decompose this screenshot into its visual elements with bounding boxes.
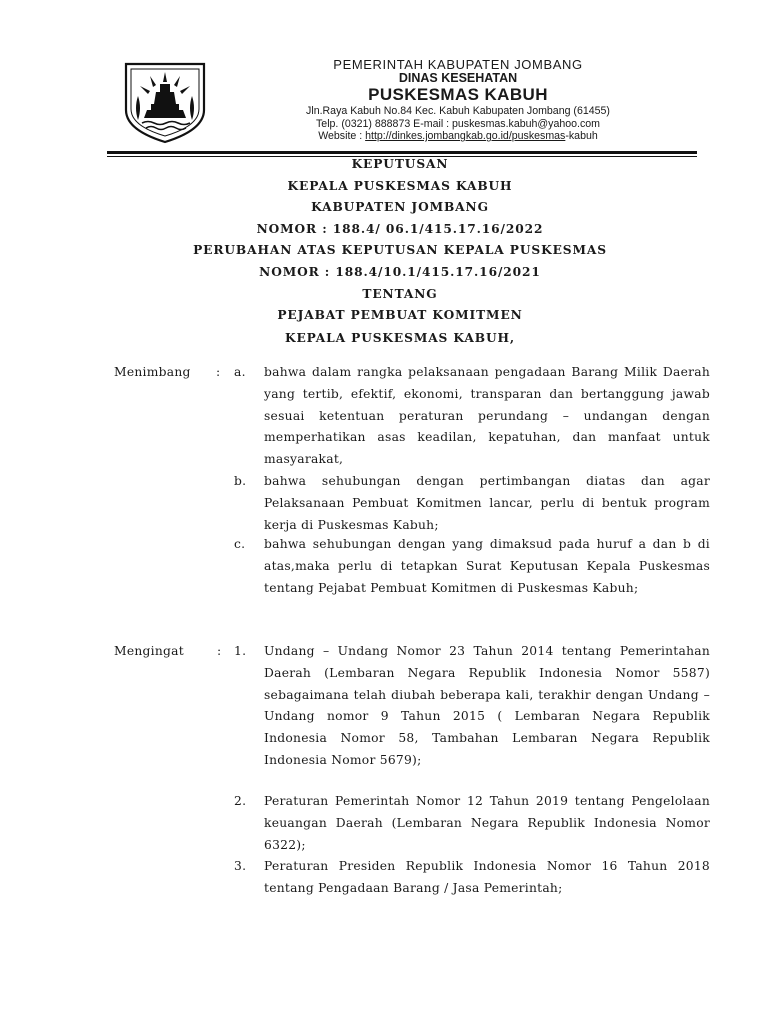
government-name: PEMERINTAH KABUPATEN JOMBANG bbox=[333, 57, 583, 72]
website-link[interactable]: http://dinkes.jombangkab.go.id/puskesmas bbox=[365, 130, 566, 142]
title-line: NOMOR : 188.4/ 06.1/415.17.16/2022 bbox=[256, 221, 544, 236]
website-suffix: -kabuh bbox=[565, 130, 598, 142]
letterhead bbox=[240, 57, 676, 143]
title-line: KABUPATEN JOMBANG bbox=[311, 200, 489, 215]
title-line: PEJABAT PEMBUAT KOMITMEN bbox=[277, 308, 523, 323]
section-colon: : bbox=[217, 644, 222, 658]
title-line: KEPALA PUSKESMAS KABUH, bbox=[284, 330, 516, 345]
website-line bbox=[240, 130, 676, 143]
website-prefix: Website : bbox=[318, 130, 366, 142]
section-label-mengingat: Mengingat bbox=[114, 644, 184, 658]
item-marker: 1. bbox=[234, 644, 247, 658]
item-marker: b. bbox=[234, 474, 247, 488]
item-marker: a. bbox=[234, 365, 246, 379]
title-line: KEPUTUSAN bbox=[351, 157, 449, 171]
title-line: TENTANG bbox=[362, 286, 438, 301]
decree-title-block bbox=[100, 154, 700, 349]
section-label-menimbang: Menimbang bbox=[114, 365, 191, 379]
section-colon: : bbox=[216, 365, 221, 379]
item-text: bahwa sehubungan dengan pertimbangan diatas dan agar Pelaksanaan Pembuat Komitmen lancar, perlu di bentuk program kerja di Puskesmas Kabuh; bbox=[264, 474, 710, 532]
item-text: Peraturan Pemerintah Nomor 12 Tahun 2019 tentang Pengelolaan keuangan Daerah (Lembaran Negara Republik Indonesia Nomor 6322); bbox=[264, 794, 710, 852]
item-marker: c. bbox=[234, 537, 246, 551]
contact-line: Telp. (0321) 888873 E-mail : puskesmas.kabuh@yahoo.com bbox=[316, 117, 600, 130]
department-name: DINAS KESEHATAN bbox=[398, 71, 518, 85]
item-marker: 2. bbox=[234, 794, 247, 808]
title-line: NOMOR : 188.4/10.1/415.17.16/2021 bbox=[259, 264, 541, 279]
institution-name: PUSKESMAS KABUH bbox=[368, 85, 548, 104]
title-line: KEPALA PUSKESMAS KABUH bbox=[287, 178, 513, 193]
address-line: Jln.Raya Kabuh No.84 Kec. Kabuh Kabupaten Jombang (61455) bbox=[306, 105, 610, 117]
item-text: Undang – Undang Nomor 23 Tahun 2014 tentang Pemerintahan Daerah (Lembaran Negara Republik Indonesia Nomor 5587) sebagaimana telah diubah beberapa kali, terakhir dengan Undang – Undang nomor 9 Tahun 2015 ( Lembaran Negara Republik Indonesia Nomor 58, Tambahan Lembaran Negara Republik Indonesia Nomor 5679); bbox=[264, 644, 710, 767]
title-line: PERUBAHAN ATAS KEPUTUSAN KEPALA PUSKESMAS bbox=[193, 243, 607, 258]
item-text: Peraturan Presiden Republik Indonesia Nomor 16 Tahun 2018 tentang Pengadaan Barang / Jasa Pemerintah; bbox=[264, 859, 710, 895]
item-text: bahwa sehubungan dengan yang dimaksud pada huruf a dan b di atas,maka perlu di tetapkan Surat Keputusan Kepala Puskesmas tentang Pejabat Pembuat Komitmen di Puskesmas Kabuh; bbox=[264, 537, 710, 595]
item-marker: 3. bbox=[234, 859, 247, 873]
item-text: bahwa dalam rangka pelaksanaan pengadaan Barang Milik Daerah yang tertib, efektif, ekonomi, transparan dan bertanggung jawab sesuai ketentuan peraturan perundang – undangan dengan memperhatikan asas keadilan, kepatuhan, dan manfaat untuk masyarakat, bbox=[264, 365, 710, 467]
jombang-regency-emblem-icon bbox=[120, 60, 210, 144]
